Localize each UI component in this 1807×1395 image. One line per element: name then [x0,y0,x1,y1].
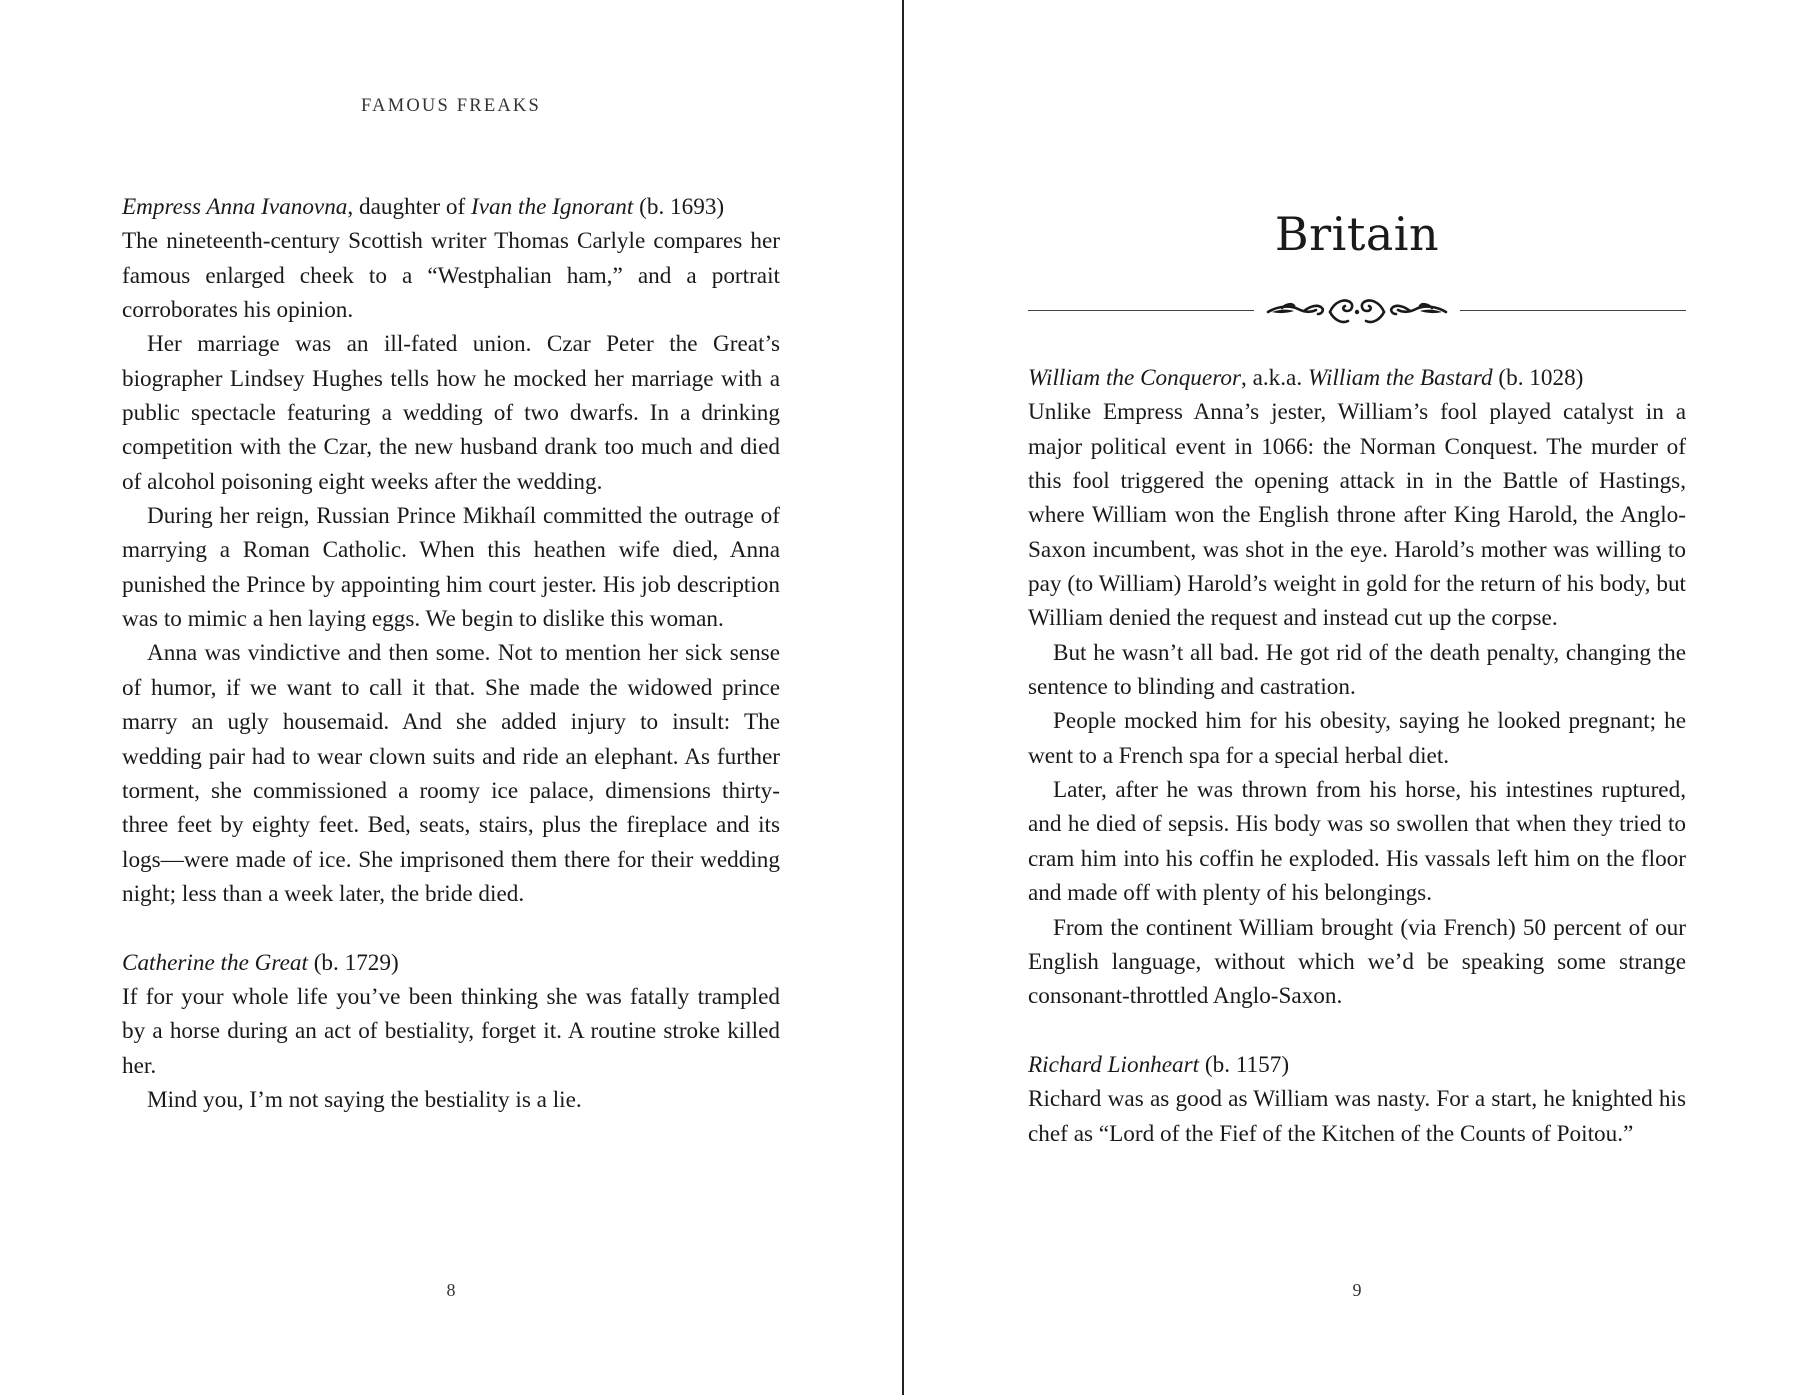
entry-heading-richard: Richard Lionheart (b. 1157) [1028,1051,1290,1078]
ornament-rule-left [1028,310,1254,311]
paragraph: If for your whole life you’ve been thinking she was fatally trampled by a horse during an act of bestiality, forget it. A routine stroke killed her. [122,983,780,1079]
left-page [122,0,780,1395]
running-head: FAMOUS FREAKS [361,96,541,116]
paragraph: During her reign, Russian Prince Mikhaíl committed the outrage of marrying a Roman Catholic. When this heathen wife died, Anna punished the Prince by appointing him court jester. His job description was to mimic a hen laying eggs. We begin to dislike this woman. [122,503,780,633]
paragraph: But he wasn’t all bad. He got rid of the death penalty, changing the sentence to blinding and castration. [1028,639,1686,701]
paragraph: Anna was vindictive and then some. Not to mention her sick sense of humor, if we want to call it that. She made the widowed prince marry an ugly housemaid. And she added injury to insult: The wedding pair had to wear clown suits and ride an elephant. As further torment, she commissioned a roomy ice palace, dimensions thirty-three feet by eighty feet. Bed, seats, stairs, plus the fireplace and its logs—were made of ice. She imprisoned them there for their wedding night; less than a week later, the bride died. [122,640,780,907]
flourish-ornament-icon [1264,288,1450,334]
paragraph: People mocked him for his obesity, saying he looked pregnant; he went to a French spa for a special herbal diet. [1028,708,1686,769]
entry-heading-anna: Empress Anna Ivanovna, daughter of Ivan the Ignorant (b. 1693) [122,194,725,220]
right-page-text [1028,361,1686,1151]
left-page-text [122,190,780,1117]
paragraph: Mind you, I’m not saying the bestiality is a lie. [147,1086,582,1113]
chapter-title: Britain [1274,207,1440,261]
paragraph: From the continent William brought (via French) 50 percent of our English language, without which we’d be speaking some strange consonant-throttled Anglo-Saxon. [1028,914,1686,1010]
paragraph: The nineteenth-century Scottish writer Thomas Carlyle compares her famous enlarged cheek to a “Westphalian ham,” and a portrait corroborates his opinion. [122,228,780,324]
gutter-divider [902,0,904,1395]
right-page [1028,0,1686,1395]
ornament-rule-right [1460,310,1686,311]
paragraph: Unlike Empress Anna’s jester, William’s fool played catalyst in a major political event in 1066: the Norman Conquest. The murder of this fool triggered the opening attack in in the Battle of Hastings, where William won the English throne after King Harold, the Anglo-Saxon incumbent, was shot in the eye. Harold’s mother was willing to pay (to William) Harold’s weight in gold for the return of his body, but William denied the request and instead cut up the corpse. [1028,399,1686,632]
page-number: 8 [446,1280,456,1300]
paragraph: Her marriage was an ill-fated union. Czar Peter the Great’s biographer Lindsey Hughes tells how he mocked her marriage with a public spectacle featuring a wedding of two dwarfs. In a drinking competition with the Czar, the new husband drank too much and died of alcohol poisoning eight weeks after the wedding. [122,331,780,495]
entry-heading-catherine: Catherine the Great (b. 1729) [122,949,399,976]
page-number: 9 [1352,1280,1362,1300]
chapter-ornament [1028,288,1686,334]
paragraph: Richard was as good as William was nasty. For a start, he knighted his chef as “Lord of the Fief of the Kitchen of the Counts of Poitou.” [1028,1086,1686,1147]
entry-heading-william: William the Conqueror, a.k.a. William the Bastard (b. 1028) [1028,365,1584,391]
paragraph: Later, after he was thrown from his horse, his intestines ruptured, and he died of sepsis. His body was so swollen that when they tried to cram him into his coffin he exploded. His vassals left him on the floor and made off with plenty of his belongings. [1028,777,1686,907]
